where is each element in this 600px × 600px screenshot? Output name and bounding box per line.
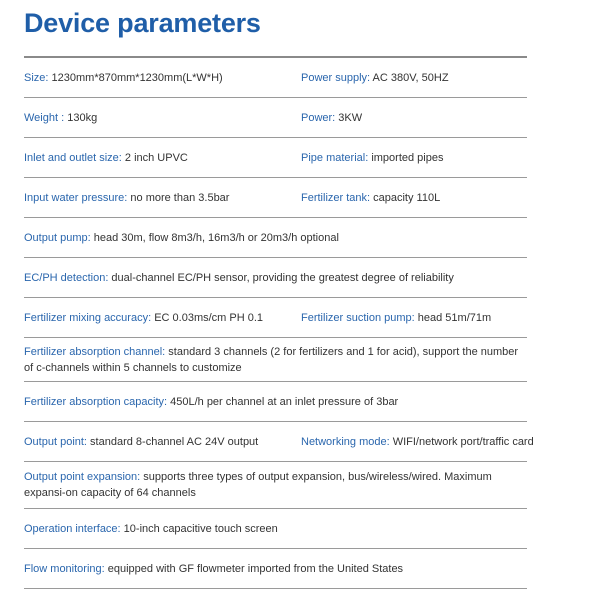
table-row [24, 382, 527, 422]
table-row [24, 98, 527, 138]
param-fertilizer-mixing-accuracy: Fertilizer mixing accuracy: EC 0.03ms/cm PH 0.1 [24, 312, 264, 324]
param-fertilizer-absorption-channel: Fertilizer absorption channel: standard 3 channels (2 for fertilizers and 1 for acid), support the number of c-channels within 5 channels to customize [24, 346, 519, 374]
table-row [24, 138, 527, 178]
param-pipe-material: Pipe material: imported pipes [301, 152, 444, 164]
param-fertilizer-suction-pump: Fertilizer suction pump: head 51m/71m [301, 312, 492, 324]
param-fertilizer-tank: Fertilizer tank: capacity 110L [301, 192, 441, 204]
table-row [24, 218, 527, 258]
param-output-point-expansion: Output point expansion: supports three types of output expansion, bus/wireless/wired. Maximum expansi-on capacity of 64 channels [24, 471, 492, 499]
param-operation-interface: Operation interface: 10-inch capacitive touch screen [24, 523, 278, 535]
param-output-point: Output point: standard 8-channel AC 24V output [24, 436, 259, 448]
param-power: Power: 3KW [301, 112, 363, 124]
param-size: Size: 1230mm*870mm*1230mm(L*W*H) [24, 72, 223, 84]
param-flow-monitoring: Flow monitoring: equipped with GF flowmeter imported from the United States [24, 563, 404, 575]
parameter-table [24, 58, 534, 589]
table-row [24, 338, 527, 382]
param-networking-mode: Networking mode: WIFI/network port/traffic card [301, 436, 534, 448]
param-output-pump: Output pump: head 30m, flow 8m3/h, 16m3/h or 20m3/h optional [24, 232, 339, 244]
param-input-water-pressure: Input water pressure: no more than 3.5bar [24, 192, 230, 204]
param-fertilizer-absorption-capacity: Fertilizer absorption capacity: 450L/h per channel at an inlet pressure of 3bar [24, 396, 399, 408]
table-row [24, 58, 527, 98]
table-row [24, 258, 527, 298]
param-weight: Weight : 130kg [24, 112, 98, 124]
table-row [24, 462, 527, 509]
param-inlet-outlet-size: Inlet and outlet size: 2 inch UPVC [24, 152, 188, 164]
page-title: Device parameters [24, 8, 261, 38]
param-ec-ph-detection: EC/PH detection: dual-channel EC/PH sensor, providing the greatest degree of reliability [24, 272, 454, 284]
table-row [24, 509, 527, 549]
table-row [24, 422, 534, 462]
table-row [24, 298, 527, 338]
table-row [24, 178, 527, 218]
param-power-supply: Power supply: AC 380V, 50HZ [301, 72, 449, 84]
table-row [24, 549, 527, 589]
